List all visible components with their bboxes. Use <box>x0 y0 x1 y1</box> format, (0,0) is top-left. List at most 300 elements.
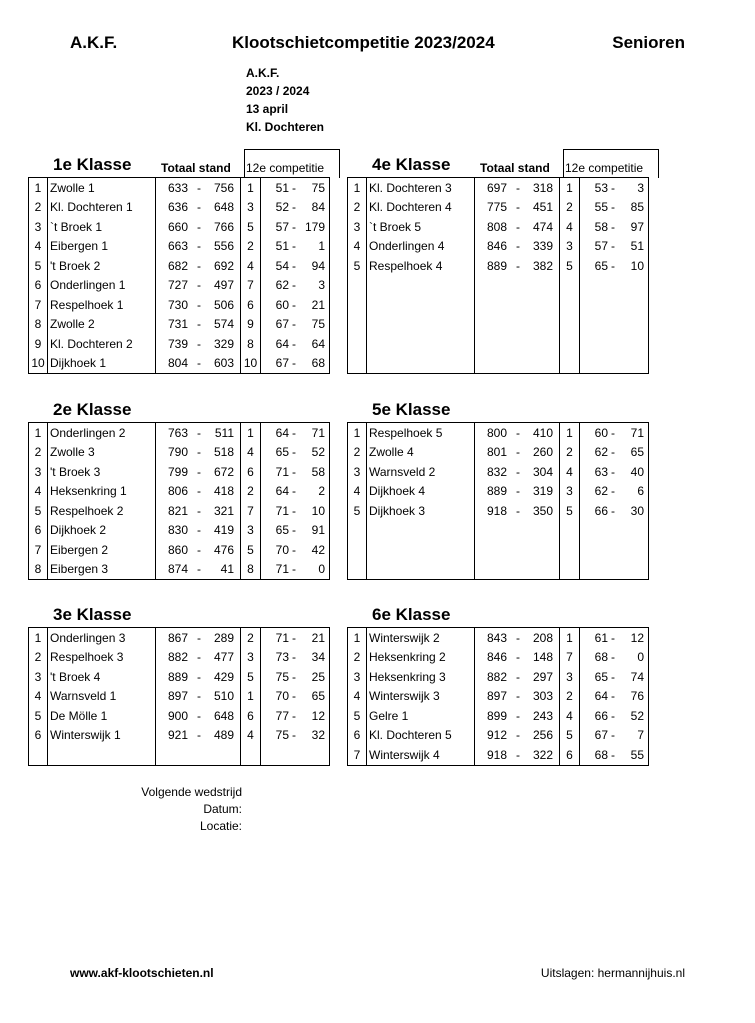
competition-cell <box>580 178 649 198</box>
team-cell: 't Broek 3 <box>48 462 156 482</box>
position-cell: 1 <box>348 178 367 198</box>
comp-meters: 2 <box>318 484 325 499</box>
comp-meters: 10 <box>630 258 644 273</box>
table-row <box>348 315 650 335</box>
website-link[interactable]: www.akf-klootschieten.nl <box>70 966 214 980</box>
total-cell <box>475 726 560 746</box>
total-points: 918 <box>486 503 507 518</box>
separator: - <box>611 464 615 479</box>
table-edge <box>330 706 331 726</box>
total-meters: 574 <box>213 317 234 332</box>
competition-cell <box>261 237 330 257</box>
table-edge <box>649 648 650 668</box>
team-cell <box>48 745 156 765</box>
competition-cell <box>261 501 330 521</box>
comp-meters: 179 <box>304 219 325 234</box>
total-cell <box>156 354 241 374</box>
team-cell: `t Broek 5 <box>367 217 475 237</box>
position-cell: 7 <box>29 540 48 560</box>
separator: - <box>292 708 296 723</box>
separator: - <box>292 239 296 254</box>
comp-meters: 52 <box>630 708 644 723</box>
table-edge <box>330 687 331 707</box>
competition-cell <box>580 501 649 521</box>
meta-value: 2023 / 2024 <box>246 84 310 98</box>
separator: - <box>611 200 615 215</box>
position-cell: 1 <box>29 423 48 443</box>
total-cell <box>156 315 241 335</box>
competition-rank-cell: 4 <box>560 217 580 237</box>
competition-cell <box>580 237 649 257</box>
table-row <box>348 295 650 315</box>
competition-rank-cell: 5 <box>560 726 580 746</box>
position-cell: 6 <box>29 276 48 296</box>
total-points: 830 <box>167 523 188 538</box>
comp-points: 54 <box>275 258 289 273</box>
position-cell: 5 <box>348 256 367 276</box>
total-meters: 208 <box>532 630 553 645</box>
separator: - <box>516 445 520 460</box>
comp-points: 64 <box>275 336 289 351</box>
table-row <box>348 198 650 218</box>
table-edge <box>649 334 650 354</box>
class-title: 6e Klasse <box>372 605 451 624</box>
competition-cell <box>580 295 649 315</box>
position-cell: 4 <box>29 482 48 502</box>
separator: - <box>516 708 520 723</box>
total-cell <box>156 237 241 257</box>
comp-meters: 75 <box>311 317 325 332</box>
results-credit: Uitslagen: hermannijhuis.nl <box>540 966 685 980</box>
competition-rank-cell: 4 <box>241 726 261 746</box>
separator: - <box>292 336 296 351</box>
separator: - <box>611 669 615 684</box>
total-cell <box>475 501 560 521</box>
comp-meters: 7 <box>637 728 644 743</box>
comp-meters: 12 <box>311 708 325 723</box>
comp-meters: 10 <box>311 503 325 518</box>
total-cell <box>156 482 241 502</box>
comp-meters: 71 <box>630 425 644 440</box>
total-meters: 350 <box>532 503 553 518</box>
team-cell: Winterswijk 1 <box>48 726 156 746</box>
table-row <box>348 501 650 521</box>
table-row <box>29 482 331 502</box>
total-meters: 382 <box>532 258 553 273</box>
separator: - <box>292 669 296 684</box>
position-cell: 1 <box>29 628 48 648</box>
table-edge <box>330 237 331 257</box>
separator: - <box>516 650 520 665</box>
total-meters: 339 <box>532 239 553 254</box>
table-edge <box>330 315 331 335</box>
table-row <box>348 648 650 668</box>
competition-cell <box>580 315 649 335</box>
table-row <box>29 560 331 580</box>
table-row <box>348 482 650 502</box>
separator: - <box>611 708 615 723</box>
table-edge <box>330 501 331 521</box>
competition-rank-cell <box>560 334 580 354</box>
table-edge <box>649 667 650 687</box>
position-cell: 9 <box>29 334 48 354</box>
competition-cell <box>580 687 649 707</box>
separator: - <box>292 219 296 234</box>
total-cell <box>475 178 560 198</box>
total-cell <box>156 501 241 521</box>
position-cell: 6 <box>29 726 48 746</box>
total-points: 882 <box>167 650 188 665</box>
comp-points: 75 <box>275 669 289 684</box>
competition-cell <box>261 540 330 560</box>
table-row <box>348 178 650 198</box>
competition-cell <box>261 462 330 482</box>
position-cell: 2 <box>29 443 48 463</box>
total-points: 763 <box>167 425 188 440</box>
table-edge <box>649 482 650 502</box>
table-edge <box>649 560 650 580</box>
comp-points: 62 <box>594 484 608 499</box>
competition-rank-cell: 1 <box>241 178 261 198</box>
team-cell <box>367 540 475 560</box>
competition-rank-cell: 2 <box>241 628 261 648</box>
competition-rank-cell: 1 <box>560 178 580 198</box>
total-cell <box>156 745 241 765</box>
separator: - <box>197 542 201 557</box>
total-cell <box>156 295 241 315</box>
total-cell <box>475 540 560 560</box>
team-cell: Onderlingen 2 <box>48 423 156 443</box>
table-row <box>348 276 650 296</box>
table-edge <box>649 237 650 257</box>
team-cell <box>367 315 475 335</box>
competition-cell <box>261 334 330 354</box>
separator: - <box>292 728 296 743</box>
table-edge <box>649 745 650 765</box>
total-points: 633 <box>167 180 188 195</box>
competition-cell <box>580 648 649 668</box>
table-edge <box>330 628 331 648</box>
team-cell: Heksenkring 1 <box>48 482 156 502</box>
table-row <box>29 667 331 687</box>
separator: - <box>197 445 201 460</box>
competition-rank-cell <box>560 295 580 315</box>
separator: - <box>292 356 296 371</box>
total-meters: 321 <box>213 503 234 518</box>
total-meters: 518 <box>213 445 234 460</box>
total-points: 663 <box>167 239 188 254</box>
position-cell: 2 <box>29 648 48 668</box>
comp-meters: 32 <box>311 728 325 743</box>
separator: - <box>292 503 296 518</box>
competition-rank-cell: 4 <box>560 706 580 726</box>
total-cell <box>156 198 241 218</box>
team-cell: Respelhoek 2 <box>48 501 156 521</box>
comp-meters: 65 <box>630 445 644 460</box>
comp-meters: 84 <box>311 200 325 215</box>
comp-points: 60 <box>594 425 608 440</box>
class-title: 3e Klasse <box>53 605 132 624</box>
competition-rank-cell: 4 <box>560 462 580 482</box>
competition-rank-cell: 3 <box>241 198 261 218</box>
table-edge <box>649 443 650 463</box>
table-row <box>29 217 331 237</box>
comp-meters: 55 <box>630 747 644 762</box>
separator: - <box>292 180 296 195</box>
total-points: 899 <box>486 708 507 723</box>
separator: - <box>197 239 201 254</box>
team-cell: Eibergen 3 <box>48 560 156 580</box>
competition-cell <box>261 521 330 541</box>
competition-rank-cell: 2 <box>241 482 261 502</box>
total-cell <box>156 276 241 296</box>
total-points: 800 <box>486 425 507 440</box>
total-cell <box>156 540 241 560</box>
competition-cell <box>580 256 649 276</box>
table-edge <box>330 667 331 687</box>
total-cell <box>475 443 560 463</box>
position-cell: 3 <box>29 217 48 237</box>
competition-rank-cell: 7 <box>241 501 261 521</box>
position-cell: 6 <box>29 521 48 541</box>
table-row <box>348 521 650 541</box>
team-cell: Zwolle 2 <box>48 315 156 335</box>
separator: - <box>197 708 201 723</box>
table-edge <box>649 217 650 237</box>
table-row <box>29 648 331 668</box>
position-cell: 5 <box>348 706 367 726</box>
total-meters: 510 <box>213 689 234 704</box>
separator: - <box>516 258 520 273</box>
team-cell: Dijkhoek 4 <box>367 482 475 502</box>
total-points: 912 <box>486 728 507 743</box>
comp-points: 62 <box>275 278 289 293</box>
competition-rank-cell: 1 <box>560 423 580 443</box>
total-meters: 256 <box>532 728 553 743</box>
table-row <box>348 706 650 726</box>
total-cell <box>475 687 560 707</box>
table-row <box>29 295 331 315</box>
table-edge <box>649 521 650 541</box>
total-points: 821 <box>167 503 188 518</box>
team-cell: Heksenkring 2 <box>367 648 475 668</box>
class-table <box>28 177 330 374</box>
table-edge <box>649 462 650 482</box>
competition-cell <box>580 482 649 502</box>
comp-meters: 52 <box>311 445 325 460</box>
column-header-total: Totaal stand <box>480 161 550 175</box>
comp-points: 52 <box>275 200 289 215</box>
competition-rank-cell <box>560 315 580 335</box>
table-edge <box>330 560 331 580</box>
total-cell <box>156 560 241 580</box>
team-cell: Dijkhoek 3 <box>367 501 475 521</box>
table-row <box>29 540 331 560</box>
team-cell: Eibergen 1 <box>48 237 156 257</box>
competition-cell <box>580 745 649 765</box>
total-points: 660 <box>167 219 188 234</box>
total-cell <box>475 706 560 726</box>
competition-cell <box>580 521 649 541</box>
team-cell: Zwolle 3 <box>48 443 156 463</box>
separator: - <box>292 650 296 665</box>
competition-cell <box>580 423 649 443</box>
total-meters: 429 <box>213 669 234 684</box>
competition-cell <box>261 217 330 237</box>
table-edge <box>330 217 331 237</box>
separator: - <box>516 728 520 743</box>
total-meters: 260 <box>532 445 553 460</box>
total-cell <box>156 706 241 726</box>
total-cell <box>475 295 560 315</box>
total-points: 846 <box>486 239 507 254</box>
comp-points: 66 <box>594 708 608 723</box>
position-cell: 6 <box>348 726 367 746</box>
competition-rank-cell: 6 <box>560 745 580 765</box>
competition-rank-cell: 2 <box>560 687 580 707</box>
competition-cell <box>261 745 330 765</box>
comp-points: 61 <box>594 630 608 645</box>
total-cell <box>475 628 560 648</box>
competition-cell <box>580 628 649 648</box>
total-meters: 603 <box>213 356 234 371</box>
competition-rank-cell: 3 <box>560 667 580 687</box>
total-points: 808 <box>486 219 507 234</box>
comp-points: 57 <box>594 239 608 254</box>
column-header-competition: 12e competitie <box>246 161 325 175</box>
table-edge <box>330 334 331 354</box>
separator: - <box>197 336 201 351</box>
team-cell: Kl. Dochteren 3 <box>367 178 475 198</box>
total-cell <box>156 217 241 237</box>
competition-cell <box>261 198 330 218</box>
table-row <box>29 334 331 354</box>
position-cell <box>348 560 367 580</box>
separator: - <box>197 523 201 538</box>
competition-rank-cell: 8 <box>241 334 261 354</box>
class-title: 4e Klasse <box>372 155 451 174</box>
competition-cell <box>261 726 330 746</box>
competition-rank-cell: 5 <box>560 256 580 276</box>
separator: - <box>611 650 615 665</box>
table-row <box>348 560 650 580</box>
competition-cell <box>261 482 330 502</box>
comp-points: 64 <box>275 484 289 499</box>
table-row <box>29 178 331 198</box>
comp-points: 68 <box>594 747 608 762</box>
total-meters: 243 <box>532 708 553 723</box>
table-edge <box>649 354 650 374</box>
table-row <box>348 540 650 560</box>
comp-meters: 51 <box>630 239 644 254</box>
competition-rank-cell: 4 <box>241 443 261 463</box>
table-row <box>348 667 650 687</box>
competition-rank-cell: 6 <box>241 462 261 482</box>
separator: - <box>516 180 520 195</box>
total-cell <box>156 726 241 746</box>
separator: - <box>197 356 201 371</box>
table-edge <box>649 178 650 198</box>
competition-cell <box>580 706 649 726</box>
total-meters: 148 <box>532 650 553 665</box>
total-points: 867 <box>167 630 188 645</box>
comp-meters: 68 <box>311 356 325 371</box>
table-edge <box>330 256 331 276</box>
team-cell: De Mölle 1 <box>48 706 156 726</box>
comp-meters: 85 <box>630 200 644 215</box>
class-table <box>28 422 330 580</box>
total-points: 918 <box>486 747 507 762</box>
team-cell <box>367 276 475 296</box>
position-cell: 1 <box>29 178 48 198</box>
competition-cell <box>261 423 330 443</box>
comp-points: 65 <box>275 523 289 538</box>
separator: - <box>197 650 201 665</box>
position-cell: 4 <box>348 482 367 502</box>
table-edge <box>649 628 650 648</box>
competition-cell <box>580 354 649 374</box>
comp-meters: 12 <box>630 630 644 645</box>
table-row <box>29 687 331 707</box>
table-edge <box>330 178 331 198</box>
total-cell <box>475 482 560 502</box>
position-cell <box>348 521 367 541</box>
comp-points: 71 <box>275 464 289 479</box>
total-points: 882 <box>486 669 507 684</box>
competition-cell <box>261 276 330 296</box>
table-edge <box>330 423 331 443</box>
table-edge <box>330 276 331 296</box>
competition-cell <box>580 560 649 580</box>
competition-rank-cell: 1 <box>241 423 261 443</box>
team-cell: Respelhoek 5 <box>367 423 475 443</box>
total-meters: 489 <box>213 728 234 743</box>
separator: - <box>611 239 615 254</box>
comp-points: 68 <box>594 650 608 665</box>
table-edge <box>649 706 650 726</box>
competition-rank-cell <box>560 354 580 374</box>
comp-meters: 75 <box>311 180 325 195</box>
team-cell: Warnsveld 2 <box>367 462 475 482</box>
team-cell: Kl. Dochteren 2 <box>48 334 156 354</box>
separator: - <box>197 258 201 273</box>
total-points: 897 <box>167 689 188 704</box>
total-points: 636 <box>167 200 188 215</box>
table-edge <box>330 354 331 374</box>
total-meters: 41 <box>220 562 234 577</box>
competition-rank-cell: 1 <box>241 687 261 707</box>
table-edge <box>330 521 331 541</box>
separator: - <box>197 484 201 499</box>
team-cell: Onderlingen 4 <box>367 237 475 257</box>
competition-cell <box>261 706 330 726</box>
team-cell: Winterswijk 2 <box>367 628 475 648</box>
table-row <box>29 501 331 521</box>
competition-rank-cell: 2 <box>560 443 580 463</box>
team-cell: Kl. Dochteren 4 <box>367 198 475 218</box>
separator: - <box>197 630 201 645</box>
total-points: 775 <box>486 200 507 215</box>
total-meters: 419 <box>213 523 234 538</box>
position-cell <box>348 334 367 354</box>
competition-rank-cell <box>560 521 580 541</box>
total-points: 804 <box>167 356 188 371</box>
separator: - <box>292 317 296 332</box>
table-edge <box>330 726 331 746</box>
table-row <box>348 217 650 237</box>
total-cell <box>475 198 560 218</box>
separator: - <box>611 219 615 234</box>
